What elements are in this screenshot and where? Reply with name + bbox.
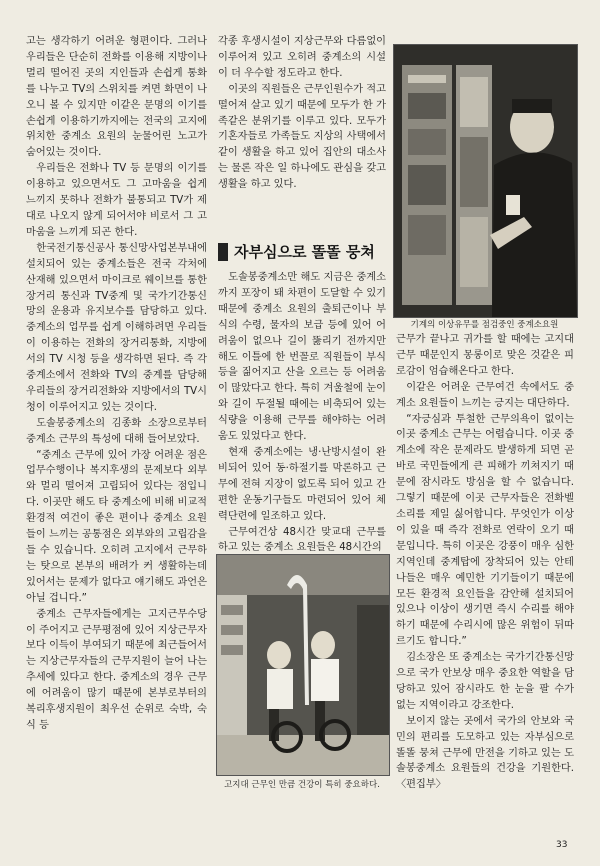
article-column-2-top — [218, 34, 386, 193]
paragraph: 이같은 어려운 근무여건 속에서도 중계소 요원들이 느끼는 긍지는 대단하다. — [396, 381, 574, 409]
paragraph: 보이지 않는 곳에서 국가의 안보와 국민의 편리를 도모하고 있는 자부심으로 똘똘 뭉쳐 근무에 만전을 기하고 있는 도솔봉중계소 요원들의 건강을 기원한다. 〈편집부〉 — [396, 715, 574, 791]
paragraph: 고는 생각하기 어려운 형편이다. 그러나 우리들은 단순히 전화를 이용해 지방이나 멀리 떨어진 곳의 지인들과 손쉽게 통화를 나누고 TV의 스위치를 켜면 화면이 나오니 볼 수 있지만 이같은 문명의 이기를 손쉽게 이용하기까지에는 전국의 고지에 위치한 중계소 요원의 눈물어린 노고가 숨어있는 것이다. — [26, 36, 207, 159]
photo-illustration — [394, 45, 577, 317]
paragraph: 도솔봉중계소만 해도 지금은 중계소까지 포장이 돼 차편이 도달할 수 있기 때문에 중계소 요원의 출퇴근이나 부식의 수령, 물자의 보급 등에 있어 어려움이 없으나 길이 뚫리기 전까지만해도 이틀에 한 번꼴로 직원들이 부식 등을 짊어지고 산을 오르는 등 어려움이 많았다고 한다. 특히 겨울철에 눈이 와 길이 두절될 때에는 비축되어 있는 식량을 이용해 근무를 해야하는 어려움도 있었다고 한다. — [218, 272, 386, 443]
paragraph: 중계소 근무자들에게는 고지근무수당이 주어지고 근무평점에 있어 지상근무자보다 이득이 부여되기 때문에 최근들어서는 지상근무자들의 근무지원이 늘어 나는 추세에 있다고 한다. 중계소의 경우 근무에 어려움이 많기 때문에 본부로부터의 복리후생지원이 최우선 순위로 숙박, 숙식 등 — [26, 608, 207, 731]
photo-equipment-inspection — [393, 44, 578, 318]
paragraph: 우리들은 전화나 TV 등 문명의 이기를 이용하고 있으면서도 그 고마움을 쉽게 느끼지 못하나 전화가 불통되고 TV가 제대로 나오지 않게 되어서야 비로서 그 고마움을 느끼게 되곤 한다. — [26, 163, 207, 238]
photo-illustration — [217, 555, 389, 775]
photo-caption: 고지대 근무인 만큼 건강이 특히 중요하다. — [224, 780, 380, 790]
page-number: 33 — [556, 840, 568, 850]
photo-caption: 기계의 이상유무를 점검중인 중계소요원 — [410, 320, 559, 330]
paragraph: 현재 중계소에는 냉·난방시설이 완비되어 있어 동·하절기를 막론하고 근무에 전혀 지장이 없도록 되어 있고 간편한 운동기구들도 마련되어 있어 체력단련에 일조하고 있다. — [218, 446, 386, 522]
article-column-2-bottom — [218, 270, 386, 556]
paragraph: 근무가 끝나고 귀가를 할 때에는 고지대 근무 때문인지 몽롱이로 맞은 것같은 피로감이 엄습해온다고 한다. — [396, 334, 574, 377]
article-column-1 — [26, 34, 207, 734]
paragraph: “중계소 근무에 있어 가장 어려운 점은 업무수행이나 복지후생의 문제보다 외부와 멀리 떨어져 고립되어 있다는 점입니다. 이곳만 해도 타 중계소에 비해 비교적 환경적 여건이 좋은 편이나 중계소 요원들이 느끼는 공통점은 외부와의 고립감을 들 수 있습니다. 오히려 고지에서 근무하는 탓으로 본부의 배려가 커 생활하는데 있어서는 문제가 없다고 얘기해도 과언은 아닐 겁니다.” — [26, 449, 207, 604]
paragraph: 김소장은 또 중계소는 국가기간통신망으로 국가 안보상 매우 중요한 역할을 담당하고 있어 잠시라도 한 눈을 팔 수가 없는 지역이라고 강조한다. — [396, 652, 574, 711]
section-heading-text: 자부심으로 똘똘 뭉쳐 — [234, 243, 375, 261]
heading-bullet-icon — [218, 243, 228, 261]
paragraph: “자긍심과 투철한 근무의욕이 없이는 이곳 중계소 근무는 어렵습니다. 이곳 중계소에 작은 문제라도 발생하게 되면 곧바로 국민들에게 큰 피해가 끼쳐지기 때문에 잠시라도 방심을 할 수 없습니다. 그렇기 때문에 이곳 근무자들은 전화벨 소리를 제일 싫어합니다. 무엇인가 이상이 있을 때 즉각 전화로 연락이 오기 때문입니다. 특히 이곳은 강풍이 매우 심한 지역인데 중계탑에 장착되어 있는 안테나들은 매우 예민한 기기들이기 때문에 모든 환경적 요인들을 감안해 설치되어 있으나 이상이 생기면 즉시 수리를 해야 하기 때문에 수리시에 많은 위험이 뒤따르기도 합니다.” — [396, 413, 574, 648]
paragraph: 근무여건상 48시간 맞교대 근무를 하고 있는 중계소 요원들은 48시간의 — [218, 526, 386, 554]
section-heading — [218, 238, 386, 266]
paragraph: 한국전기통신공사 통신망사업본부내에 설치되어 있는 중계소들은 전국 각처에 산재해 있으면서 마이크로 웨이브를 통한 장거리 통신과 TV중계 및 국가기간통신망의 운용과 유지보수를 담당하고 있다. 중계소의 업무를 쉽게 이해하려면 우리들이 이용하는 전화의 장거리통화, 지방에서의 TV 시청 등을 생각하면 된다. 즉 각 중계소에서 전화와 TV의 중계를 담당해 우리들의 장거리전화와 지방에서의 TV시청이 이루어지고 있는 것이다. — [26, 242, 207, 413]
article-column-3 — [396, 332, 574, 793]
paragraph: 이곳의 직원들은 근무인원수가 적고 떨어져 살고 있기 때문에 모두가 한 가족같은 분위기를 이루고 있다. 모두가 기혼자들로 가족들도 지상의 사택에서 같이 생활을 하고 있어 집안의 대소사는 물론 작은 일 하나에도 관심을 갖고 생활을 하고 있다. — [218, 83, 386, 191]
paragraph: 각종 후생시설이 지상근무와 다름없이 이루어져 있고 오히려 중계소의 시설이 더 우수할 정도라고 한다. — [218, 36, 386, 79]
photo-exercise-room — [216, 554, 390, 776]
paragraph: 도솔봉중계소의 김종화 소장으로부터 중계소 근무의 특성에 대해 들어보았다. — [26, 417, 207, 445]
